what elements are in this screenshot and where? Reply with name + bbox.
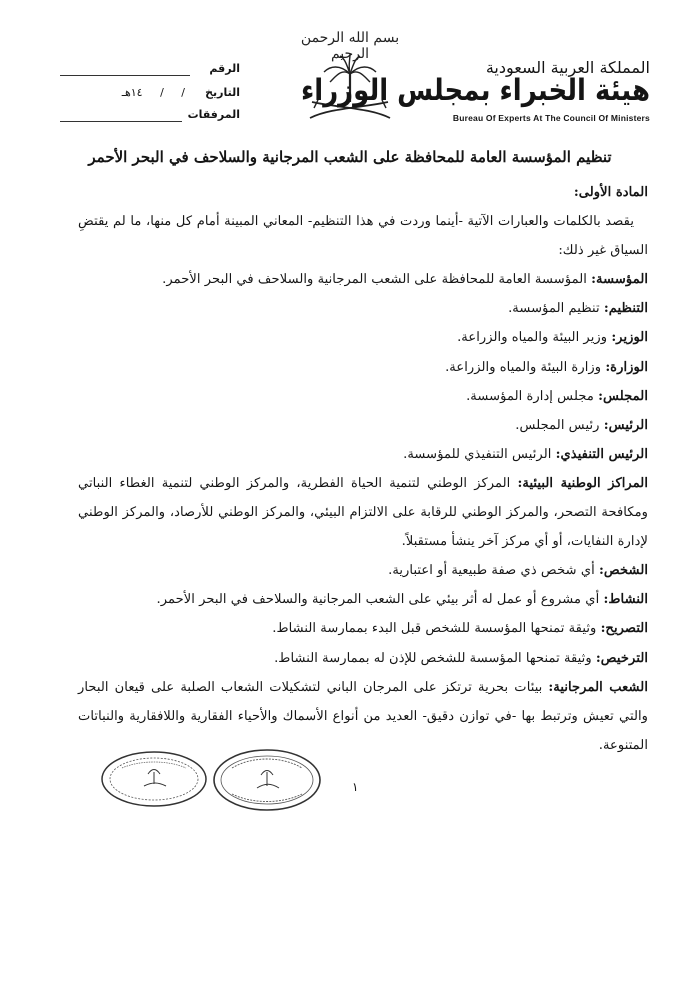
definition-item	[78, 614, 648, 643]
definition-term: الوزارة:	[605, 359, 648, 375]
definition-item	[78, 644, 648, 673]
definition-item	[78, 294, 648, 323]
definition-text: وثيقة تمنحها المؤسسة للشخص قبل البدء بممارسة النشاط.	[272, 621, 601, 637]
definition-item	[78, 673, 648, 760]
definition-text: وزارة البيئة والمياه والزراعة.	[445, 359, 606, 375]
definition-term: الرئيس:	[603, 417, 648, 433]
definition-term: الشخص:	[599, 563, 648, 579]
definition-text: أي مشروع أو عمل له أثر بيئي على الشعب المرجانية والسلاحف في البحر الأحمر.	[156, 592, 604, 608]
date-field	[60, 86, 240, 104]
official-seal-icon	[212, 748, 322, 812]
definition-term: الوزير:	[611, 330, 648, 346]
definition-item	[78, 382, 648, 411]
definition-item	[78, 556, 648, 585]
definition-item	[78, 440, 648, 469]
definition-text: المركز الوطني لتنمية الحياة الفطرية، والمركز الوطني لتنمية الغطاء النباتي ومكافحة التصحر، والمركز الوطني للرقابة على الالتزام البيئي، والمركز الوطني للأرصاد، والمركز الوطني لإدارة النفايات، أو أي مركز آخر ينشأ مستقبلاً.	[78, 475, 648, 550]
document-title: تنظيم المؤسسة العامة للمحافظة على الشعب المرجانية والسلاحف في البحر الأحمر	[88, 148, 612, 166]
definition-text: أي شخص ذي صفة طبيعية أو اعتبارية.	[388, 563, 600, 579]
definition-text: الرئيس التنفيذي للمؤسسة.	[403, 446, 556, 462]
attachments-field	[60, 108, 240, 126]
definition-text: مجلس إدارة المؤسسة.	[466, 388, 599, 404]
bismillah-calligraphy: بسم الله الرحمن الرحيم	[300, 30, 400, 62]
bureau-name-english: Bureau Of Experts At The Council Of Ministers	[452, 113, 650, 123]
definition-item	[78, 353, 648, 382]
definition-text: تنظيم المؤسسة.	[508, 301, 604, 317]
definition-item	[78, 585, 648, 614]
attachments-line	[60, 121, 182, 122]
official-stamp-icon	[100, 750, 208, 808]
definition-term: المؤسسة:	[591, 272, 648, 288]
definition-item	[78, 323, 648, 352]
definition-term: المراكز الوطنية البيئية:	[517, 475, 648, 491]
definition-text: وزير البيئة والمياه والزراعة.	[457, 330, 612, 346]
definition-term: المجلس:	[598, 388, 648, 404]
page-number: ١	[352, 780, 359, 794]
number-label: الرقم	[209, 62, 240, 75]
number-line	[60, 75, 190, 76]
attachments-label: المرفقات	[187, 108, 240, 121]
definition-item	[78, 469, 648, 556]
kingdom-name: المملكة العربية السعودية	[485, 58, 650, 77]
definition-item	[78, 411, 648, 440]
definition-term: الترخيص:	[595, 650, 648, 666]
definition-text: وثيقة تمنحها المؤسسة للشخص للإذن له بممارسة النشاط.	[274, 650, 596, 666]
definition-term: الشعب المرجانية:	[548, 679, 648, 695]
date-value: / / ١٤هـ	[121, 86, 185, 99]
definition-term: التصريح:	[600, 621, 648, 637]
definition-term: النشاط:	[603, 592, 648, 608]
document-body	[78, 178, 648, 760]
date-label: التاريخ	[205, 86, 240, 99]
intro-paragraph: يقصد بالكلمات والعبارات الآتية -أينما وردت في هذا التنظيم- المعاني المبينة أمام كل منها، ما لم يقتضِ السياق غير ذلك:	[78, 214, 648, 259]
article-heading: المادة الأولى:	[573, 185, 648, 200]
bureau-logo-arabic: هيئة الخبراء بمجلس الوزراء	[301, 73, 650, 109]
definition-text: المؤسسة العامة للمحافظة على الشعب المرجانية والسلاحف في البحر الأحمر.	[162, 272, 592, 288]
reference-number-field	[60, 62, 240, 80]
definition-term: الرئيس التنفيذي:	[555, 446, 648, 462]
definition-item	[78, 265, 648, 294]
definition-text: بيئات بحرية ترتكز على المرجان الباني لتشكيلات الشعاب الصلبة على قيعان البحار والتي تعيش وترتبط بها -في توازن دقيق- العديد من أنواع الأسماك والأحياء الفقارية واللافقارية والنباتات المتنوعة.	[78, 679, 648, 753]
definition-term: التنظيم:	[603, 301, 648, 317]
definition-text: رئيس المجلس.	[515, 417, 604, 433]
